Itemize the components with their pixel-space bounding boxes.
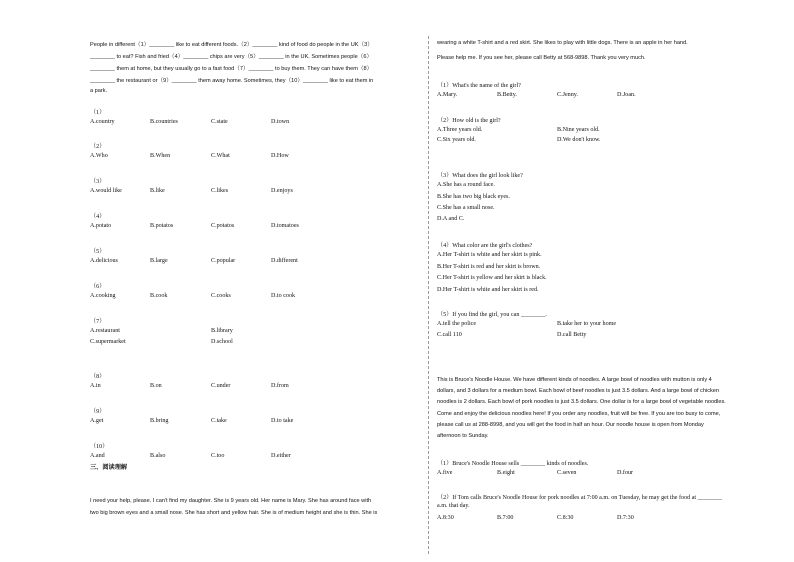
option[interactable]: C.8:30: [557, 515, 574, 521]
passage-line: I need your help, please. I can't find my daughter. She is 9 years old. Her name is Mary. She has around face with: [90, 498, 372, 504]
option[interactable]: B.Betty.: [497, 92, 517, 98]
option[interactable]: B.Her T-shirt is red and her skirt is brown.: [437, 264, 541, 270]
question-number: （7）: [90, 319, 106, 325]
option[interactable]: C.seven: [557, 470, 577, 476]
passage-line: ________ to eat? Fish and fried（4）________ chips are very（5）________ in the UK. Sometimes people（6）: [90, 54, 373, 60]
option[interactable]: B.on: [150, 383, 162, 389]
option[interactable]: B.large: [150, 258, 168, 264]
passage-line: People in different（1）________ like to eat different foods.（2）________ kind of food do people in the UK（3）: [90, 42, 373, 48]
question-number: （8）: [90, 374, 106, 380]
option[interactable]: D.How: [271, 153, 289, 159]
question-number: （3）: [90, 179, 106, 185]
passage-line: please call us at 288-8998, and you will get the food in half an hour. Our noodle house is open from Monday: [437, 422, 704, 428]
option[interactable]: D.school: [211, 339, 233, 345]
passage-line: Please help me. If you see her, please call Betty at 568-9898. Thank you very much.: [437, 55, 646, 61]
section-title: 三、阅读理解: [90, 464, 128, 471]
passage-line: two big brown eyes and a small nose. She has short and yellow hair. She is of medium height and she is thin. She is: [90, 510, 378, 516]
option[interactable]: A.She has a round face.: [437, 182, 495, 188]
option[interactable]: A.would like: [90, 188, 122, 194]
passage-line: wearing a white T-shirt and a red skirt. She likes to play with little dogs. There is an apple in her hand.: [437, 40, 688, 46]
passage-line: a park.: [90, 88, 108, 94]
option[interactable]: C.state: [211, 119, 228, 125]
question-stem: （2）How old is the girl?: [437, 118, 501, 124]
option[interactable]: A.delicious: [90, 258, 118, 264]
option[interactable]: A.Her T-shirt is white and her skirt is pink.: [437, 252, 542, 258]
question-stem: （5）If you find the girl, you can ________.: [437, 312, 547, 318]
option[interactable]: B.bring: [150, 418, 169, 424]
option[interactable]: A.potato: [90, 223, 112, 229]
option[interactable]: A.restaurant: [90, 328, 120, 334]
option[interactable]: D.different: [271, 258, 298, 264]
option[interactable]: A.in: [90, 383, 101, 389]
option[interactable]: C.under: [211, 383, 231, 389]
option[interactable]: D.either: [271, 453, 291, 459]
option[interactable]: D.from: [271, 383, 289, 389]
option[interactable]: D.enjoys: [271, 188, 293, 194]
option[interactable]: B.She has two big black eyes.: [437, 194, 510, 200]
option[interactable]: A.and: [90, 453, 105, 459]
question-number: （5）: [90, 249, 106, 255]
question-number: （10）: [90, 444, 109, 450]
option[interactable]: B.eight: [497, 470, 515, 476]
question-stem: （1）Bruce's Noodle House sells ________ kinds of noodles.: [437, 461, 589, 467]
option[interactable]: C.too: [211, 453, 225, 459]
option[interactable]: A.country: [90, 119, 115, 125]
option[interactable]: D.to take: [271, 418, 294, 424]
option[interactable]: B.like: [150, 188, 165, 194]
question-number: （1）: [90, 110, 106, 116]
passage-line: dollars, and 3 dollars for a medium bowl. Each bowl of beef noodles is just 3.5 dollars. And a large bowl of chicken: [437, 388, 720, 394]
question-stem: （2）If Tom calls Bruce's Noodle House for pork noodles at 7:00 a.m. on Tuesday, he may get the food at ________: [437, 495, 723, 501]
passage-line: ________ the restaurant or（9）________ them away home. Sometimes, they（10）________ like to eat them in: [90, 78, 374, 84]
option[interactable]: A.five: [437, 470, 453, 476]
option[interactable]: C.likes: [211, 188, 229, 194]
question-stem: （1）What's the name of the girl?: [437, 83, 521, 89]
passage-line: afternoon to Sunday.: [437, 433, 489, 439]
option[interactable]: B.also: [150, 453, 166, 459]
passage-line: ________ them at home, but they usually go to a fast food（7）________ to buy them. They can have them（8）: [90, 66, 373, 72]
option[interactable]: D.A and C.: [437, 216, 465, 222]
option[interactable]: D.We don't know.: [557, 137, 601, 143]
option[interactable]: D.four: [617, 470, 634, 476]
option[interactable]: C.take: [211, 418, 227, 424]
option[interactable]: D.town: [271, 119, 290, 125]
option[interactable]: A.Mary.: [437, 92, 458, 98]
option[interactable]: D.Her T-shirt is white and her skirt is red.: [437, 287, 539, 293]
option[interactable]: B.cook: [150, 293, 168, 299]
question-number: （4）: [90, 214, 106, 220]
option[interactable]: A.cooking: [90, 293, 116, 299]
option[interactable]: C.Her T-shirt is yellow and her skirt is black.: [437, 275, 547, 281]
option[interactable]: B.potatos: [150, 223, 174, 229]
option[interactable]: A.tell the police: [437, 321, 477, 327]
option[interactable]: D.Joan.: [617, 92, 636, 98]
right-column: [430, 0, 794, 562]
option[interactable]: D.7:30: [617, 515, 634, 521]
option[interactable]: C.call 110: [437, 332, 462, 338]
question-stem: （4）What color are the girl's clothes?: [437, 243, 533, 249]
question-stem-continued: a.m. that day.: [437, 503, 470, 509]
option[interactable]: D.call Betty: [557, 332, 587, 338]
option[interactable]: B.library: [211, 328, 233, 334]
option[interactable]: B.take her to your home: [557, 321, 617, 327]
option[interactable]: B.When: [150, 153, 171, 159]
option[interactable]: A.Who: [90, 153, 108, 159]
passage-line: noodles is 2 dollars. Each bowl of pork noodles is just 3.5 dollars. One dollar is for a large bowl of vegetable noodles.: [437, 399, 726, 405]
option[interactable]: C.Six years old.: [437, 137, 476, 143]
option[interactable]: A.get: [90, 418, 104, 424]
option[interactable]: C.popular: [211, 258, 236, 264]
question-number: （6）: [90, 284, 106, 290]
question-number: （2）: [90, 144, 106, 150]
option[interactable]: A.Three years old.: [437, 127, 483, 133]
option[interactable]: C.cooks: [211, 293, 231, 299]
passage-line: This is Bruce's Noodle House. We have different kinds of noodles. A large bowl of noodles with mutton is only 4: [437, 377, 712, 383]
option[interactable]: C.potatos: [211, 223, 235, 229]
option[interactable]: B.7:00: [497, 515, 514, 521]
option[interactable]: B.Nine years old.: [557, 127, 600, 133]
option[interactable]: D.tomatoes: [271, 223, 299, 229]
column-divider: [428, 36, 429, 554]
option[interactable]: C.She has a small nose.: [437, 205, 495, 211]
option[interactable]: A.8:30: [437, 515, 454, 521]
option[interactable]: B.countries: [150, 119, 178, 125]
option[interactable]: C.What: [211, 153, 230, 159]
question-stem: （3）What does the girl look like?: [437, 173, 523, 179]
passage-line: Come and enjoy the delicious noodles here! If you order any noodles, fruit will be free. If you are too busy to come,: [437, 411, 721, 417]
question-number: （9）: [90, 409, 106, 415]
option[interactable]: D.to cook: [271, 293, 296, 299]
option[interactable]: C.supermarket: [90, 339, 126, 345]
option[interactable]: C.Jenny.: [557, 92, 578, 98]
